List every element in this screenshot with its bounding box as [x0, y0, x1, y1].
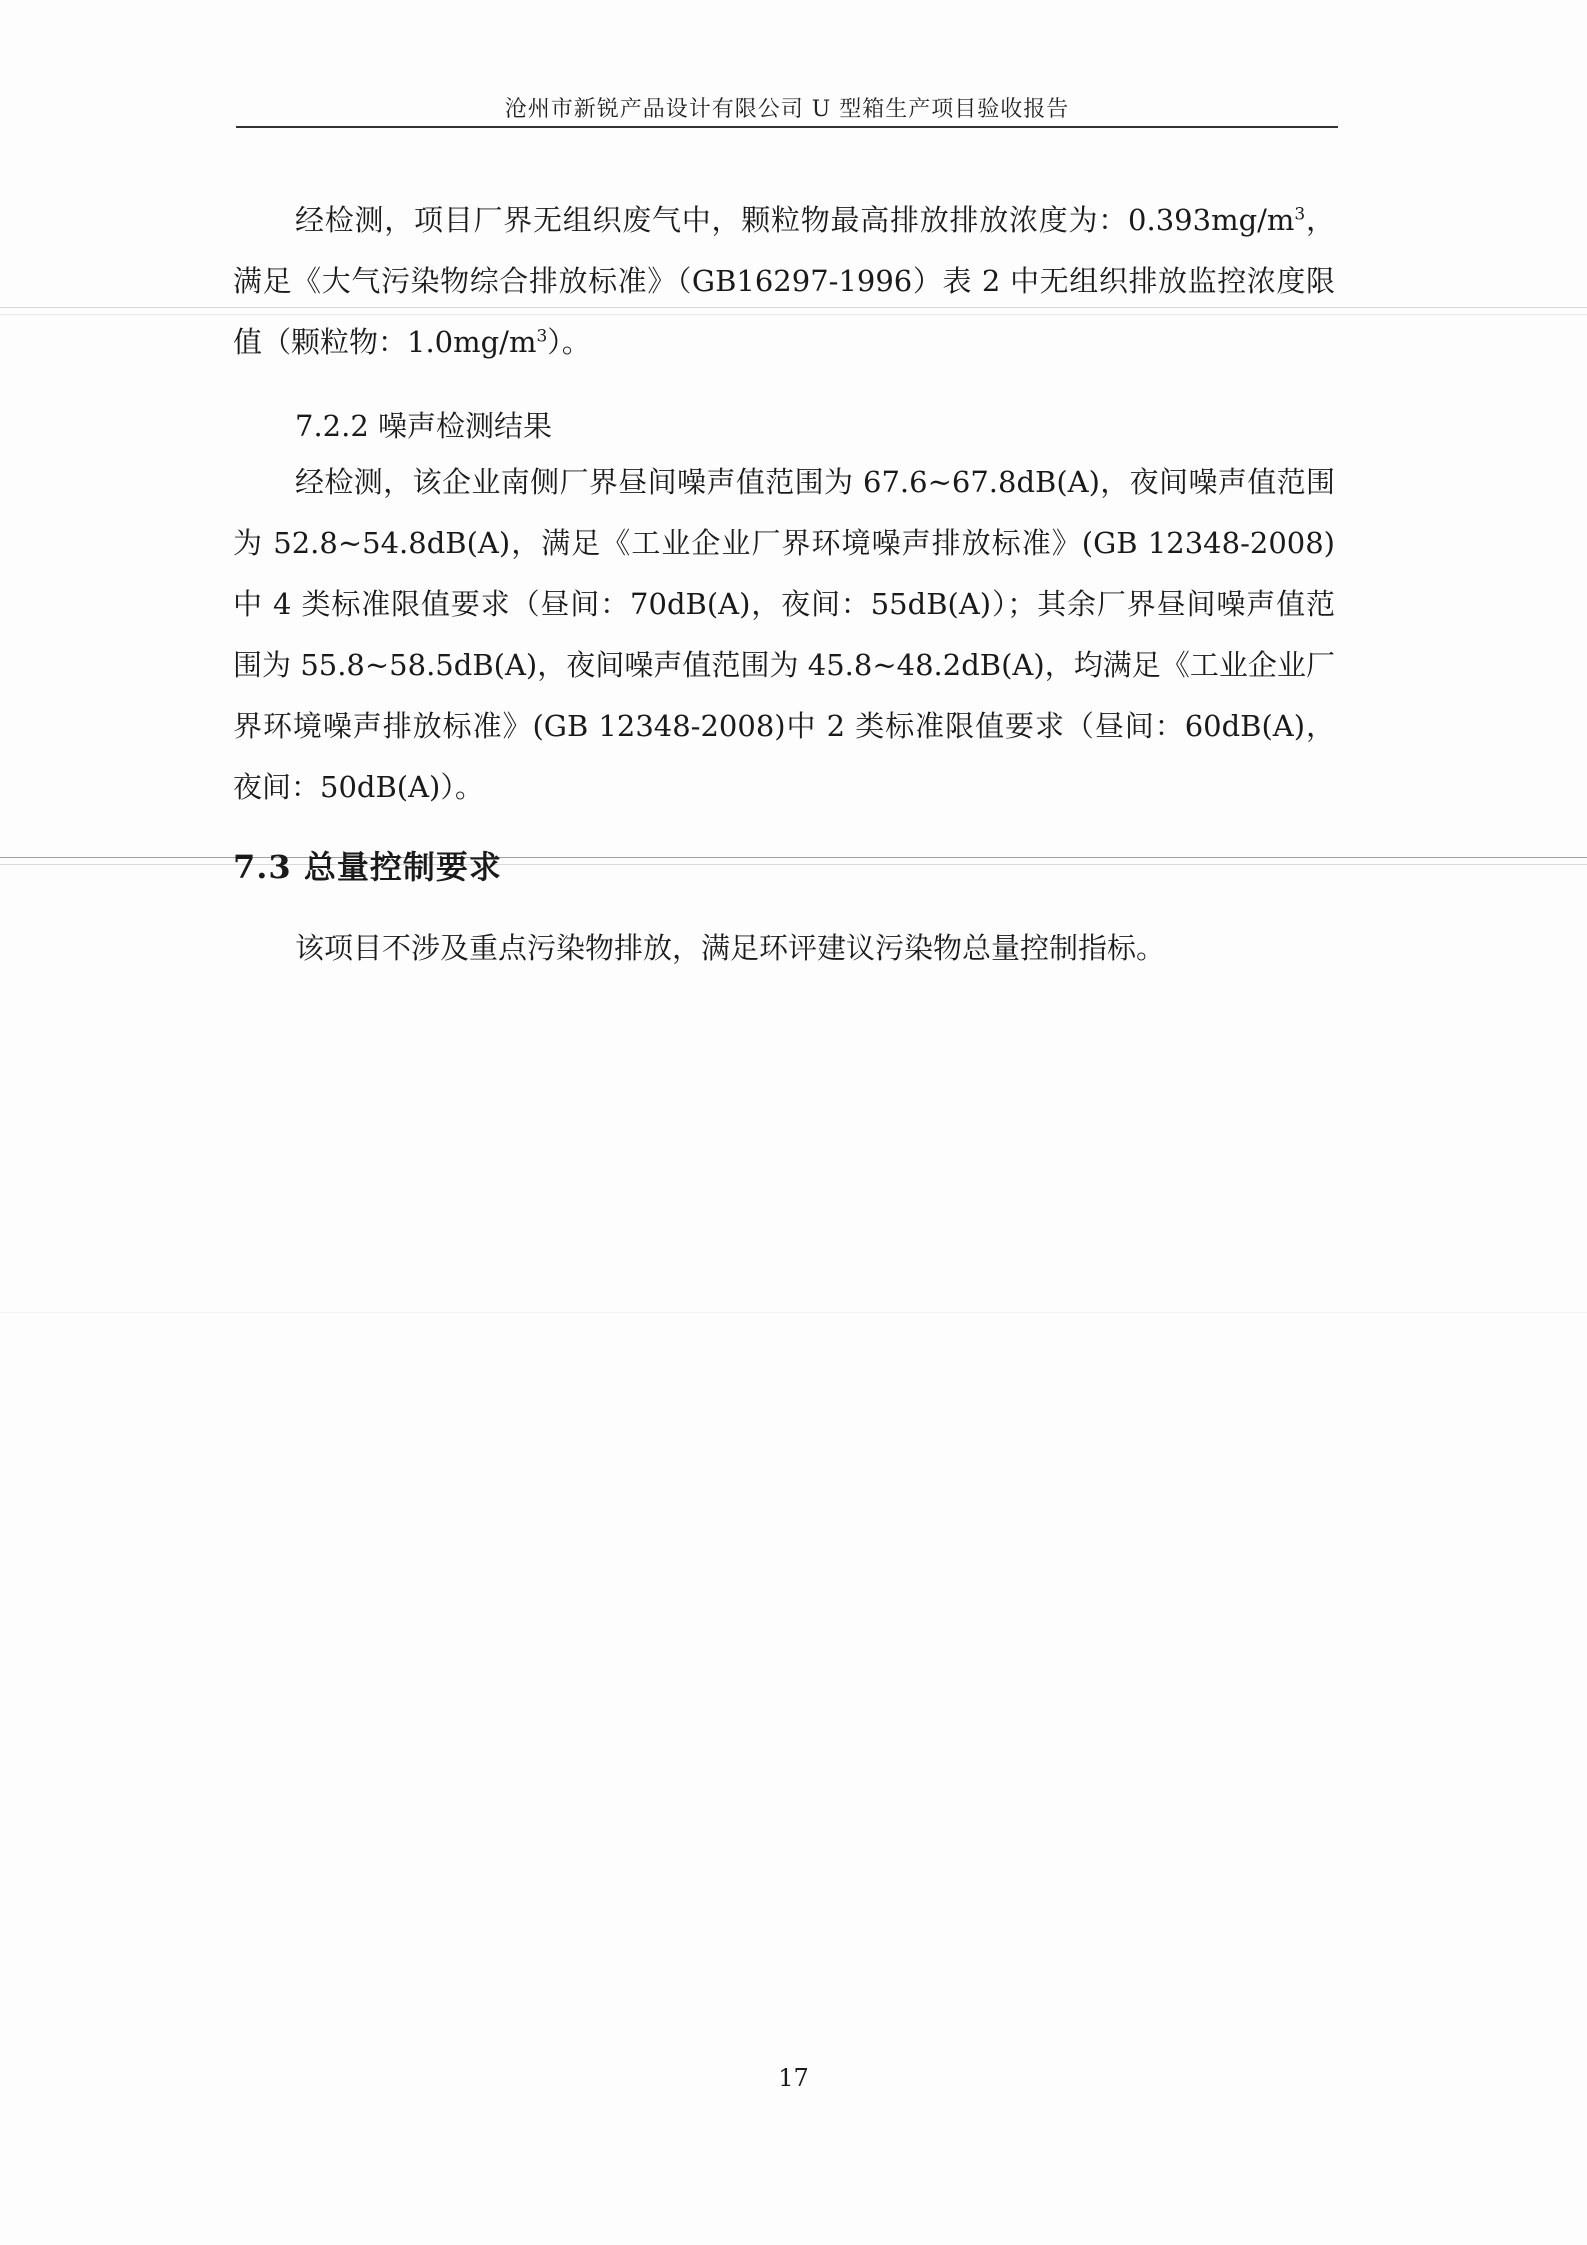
page-number: 17: [778, 2064, 809, 2092]
exhaust-result-paragraph: [233, 190, 1335, 373]
page-header-title: 沧州市新锐产品设计有限公司 U 型箱生产项目验收报告: [504, 97, 1070, 122]
total-control-heading: 7.3 总量控制要求: [233, 848, 502, 886]
header-divider: [236, 126, 1338, 128]
exhaust-text-part2: ，满足《大气污染物综合排放标准》（GB16297-1996）表 2 中无组织排放监控浓度限值（颗粒物：1.0mg/m: [233, 203, 1335, 359]
scan-artifact-line: [0, 1312, 1587, 1313]
superscript: 3: [1294, 204, 1306, 225]
noise-subheading: 7.2.2 噪声检测结果: [295, 409, 553, 443]
total-control-paragraph: 该项目不涉及重点污染物排放，满足环评建议污染物总量控制指标。: [295, 931, 1166, 965]
noise-result-paragraph: 经检测，该企业南侧厂界昼间噪声值范围为 67.6~67.8dB(A)，夜间噪声值范围为 52.8~54.8dB(A)，满足《工业企业厂界环境噪声排放标准》(GB 12348-2008) 中 4 类标准限值要求（昼间：70dB(A)，夜间：55dB(A)）；其余厂界昼间噪声值范围为 55.8~58.5dB(A)，夜间噪声值范围为 45.8~48.2dB(A)，均满足《工业企业厂界环境噪声排放标准》(GB 12348-2008)中 2 类标准限值要求（昼间：60dB(A)，夜间：50dB(A)）。: [233, 465, 1335, 804]
superscript: 3: [536, 326, 548, 347]
exhaust-text-part1: 经检测，项目厂界无组织废气中，颗粒物最高排放排放浓度为：0.393mg/m: [295, 203, 1295, 237]
exhaust-text-part3: ）。: [547, 325, 591, 359]
